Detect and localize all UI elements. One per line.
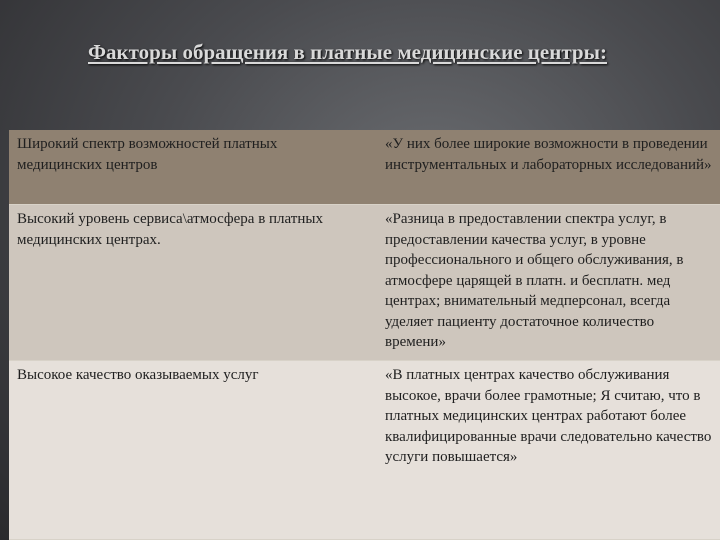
table-row [9, 205, 720, 361]
factors-table [9, 130, 720, 540]
factor-cell: Высокий уровень сервиса\атмосфера в платных медицинских центрах. [9, 205, 363, 361]
table-row [9, 361, 720, 540]
factor-cell: Широкий спектр возможностей платных медицинских центров [9, 130, 363, 205]
table-row [9, 130, 720, 205]
quote-cell: «В платных центрах качество обслуживания высокое, врачи более грамотные; Я считаю, что в платных медицинских центрах работают более квалифицированные врачи следовательно качество услуги повышается» [363, 361, 720, 540]
factor-cell: Высокое качество оказываемых услуг [9, 361, 363, 540]
slide-title: Факторы обращения в платные медицинские центры: [88, 40, 607, 64]
quote-cell: «Разница в предоставлении спектра услуг, в предоставлении качества услуг, в уровне профессионального и общего обслуживания, в атмосфере царящей в платн. и бесплатн. мед центрах; внимательный медперсонал, всегда уделяет пациенту достаточное количество времени» [363, 205, 720, 361]
quote-cell: «У них более широкие возможности в проведении инструментальных и лабораторных исследований» [363, 130, 720, 205]
